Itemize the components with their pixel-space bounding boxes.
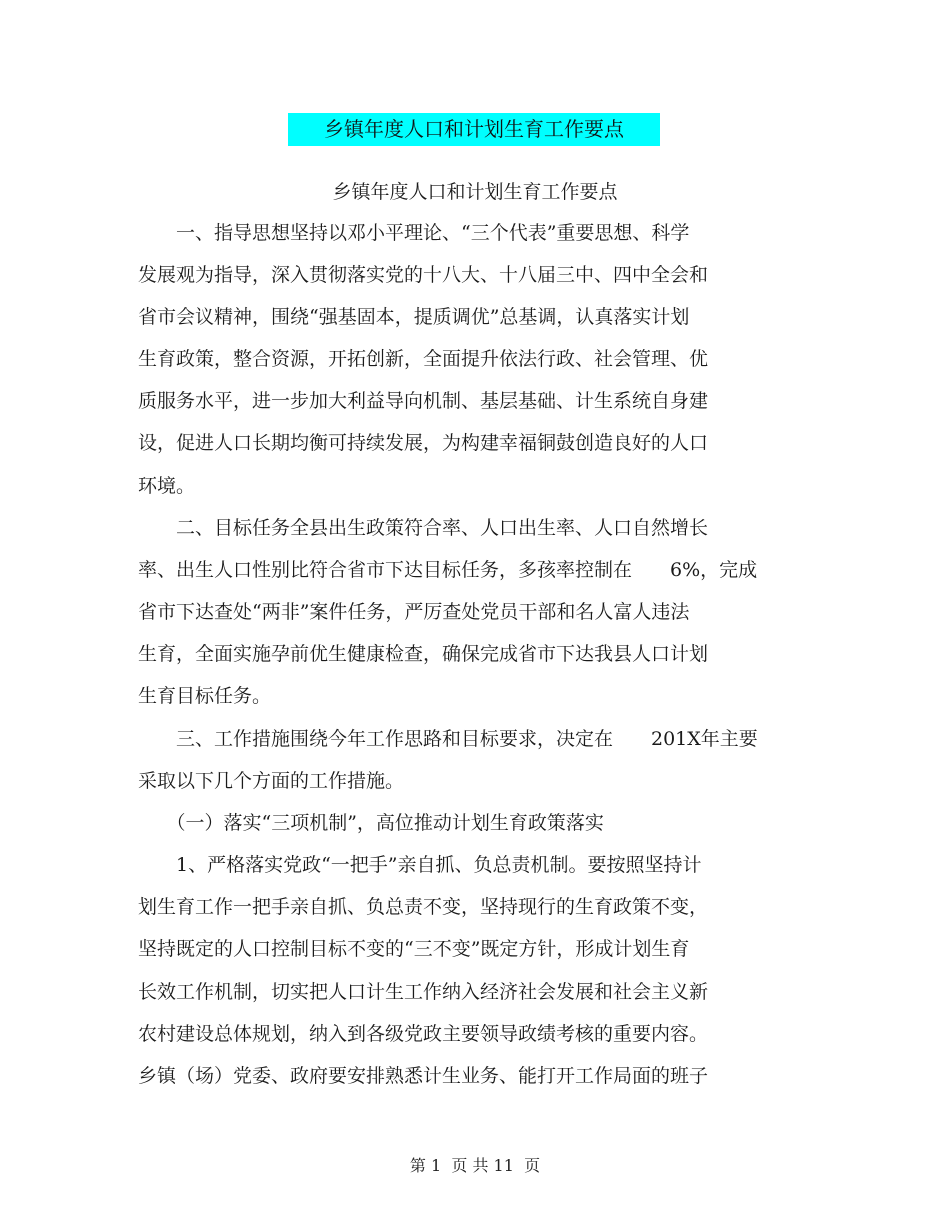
paragraph-line: 环境。 [138, 475, 196, 497]
page-number: 第 1 页 共 11 页 [409, 1156, 541, 1175]
paragraph-line: 坚持既定的人口控制目标不变的“三不变”既定方针，形成计划生育 [138, 938, 690, 960]
paragraph-line: 乡镇（场）党委、政府要安排熟悉计生业务、能打开工作局面的班子 [138, 1065, 709, 1087]
paragraph-line: 发展观为指导，深入贯彻落实党的十八大、十八届三中、四中全会和 [138, 264, 709, 286]
paragraph-line: 质服务水平，进一步加大利益导向机制、基层基础、计生系统自身建 [138, 390, 709, 412]
paragraph-line: 二、目标任务全县出生政策符合率、人口出生率、人口自然增长 [138, 517, 709, 539]
paragraph-line: 三、工作措施围绕今年工作思路和目标要求，决定在 201X年主要 [138, 728, 758, 750]
paragraph-line: 生育政策，整合资源，开拓创新，全面提升依法行政、社会管理、优 [138, 348, 709, 370]
paragraph-line: 一、指导思想坚持以邓小平理论、“三个代表”重要思想、科学 [138, 222, 690, 244]
paragraph-line: 农村建设总体规划，纳入到各级党政主要领导政绩考核的重要内容。 [138, 1023, 709, 1045]
document-subtitle: 乡镇年度人口和计划生育工作要点 [332, 181, 618, 203]
paragraph-line: 生育目标任务。 [138, 685, 272, 707]
paragraph-line: 1、严格落实党政“一把手”亲自抓、负总责机制。要按照坚持计 [138, 854, 702, 876]
paragraph-line: 设，促进人口长期均衡可持续发展，为构建幸福铜鼓创造良好的人口 [138, 432, 709, 454]
paragraph-line: 长效工作机制，切实把人口计生工作纳入经济社会发展和社会主义新 [138, 981, 709, 1003]
paragraph-line: 省市会议精神，围绕“强基固本，提质调优”总基调，认真落实计划 [138, 306, 690, 328]
paragraph-line: （一）落实“三项机制”，高位推动计划生育政策落实 [138, 812, 604, 834]
paragraph-line: 率、出生人口性别比符合省市下达目标任务，多孩率控制在 6%，完成 [138, 559, 758, 581]
paragraph-line: 采取以下几个方面的工作措施。 [138, 770, 405, 792]
paragraph-line: 省市下达查处“两非”案件任务，严厉查处党员干部和名人富人违法 [138, 601, 690, 623]
paragraph-line: 划生育工作一把手亲自抓、负总责不变，坚持现行的生育政策不变， [138, 896, 709, 918]
page-title: 乡镇年度人口和计划生育工作要点 [324, 117, 624, 141]
paragraph-line: 生育，全面实施孕前优生健康检查，确保完成省市下达我县人口计划 [138, 643, 709, 665]
